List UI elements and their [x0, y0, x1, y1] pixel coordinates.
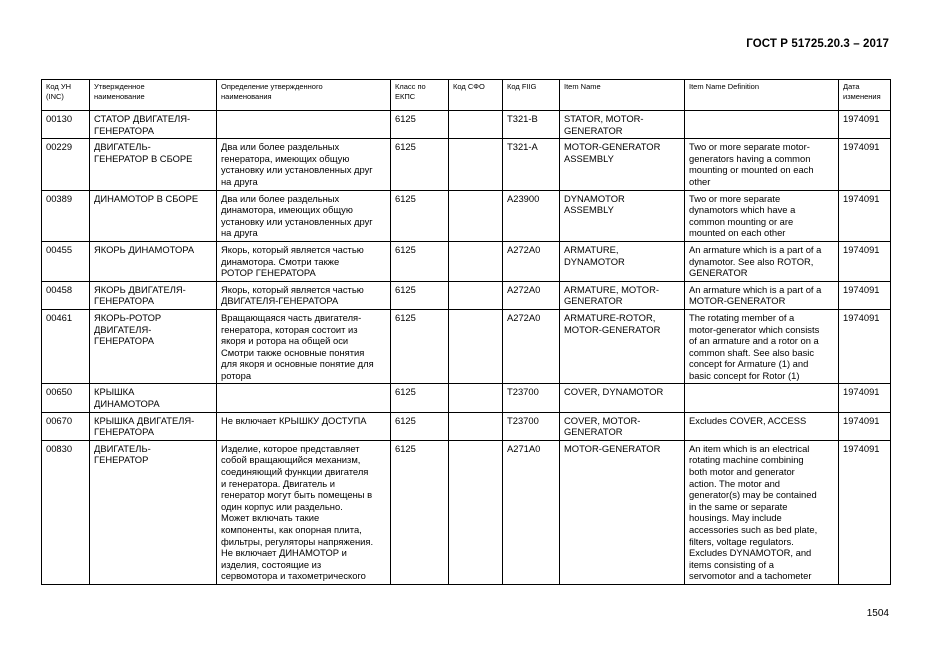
cell-item-name: ARMATURE, MOTOR- GENERATOR	[560, 281, 685, 309]
cell-fiig-code: A272A0	[503, 309, 560, 384]
cell-ekps-class: 6125	[391, 412, 449, 440]
cell-sfo-code	[449, 241, 503, 281]
cell-item-name: MOTOR-GENERATOR ASSEMBLY	[560, 139, 685, 190]
cell-fiig-code: A272A0	[503, 241, 560, 281]
cell-approved-name-definition: Два или более раздельных генератора, имеющих общую установку или установленных друг на друга	[217, 139, 391, 190]
cell-approved-name: ЯКОРЬ ДИНАМОТОРА	[90, 241, 217, 281]
table-row	[42, 440, 891, 584]
cell-item-name: STATOR, MOTOR- GENERATOR	[560, 111, 685, 139]
column-header-fiig-code: Код FIIG	[503, 80, 560, 111]
table-header-row	[42, 80, 891, 111]
column-header-inc-code: Код УН (INC)	[42, 80, 90, 111]
cell-ekps-class: 6125	[391, 190, 449, 241]
item-names-table	[41, 79, 891, 585]
cell-sfo-code	[449, 309, 503, 384]
cell-change-date: 1974091	[839, 241, 891, 281]
cell-item-name: ARMATURE, DYNAMOTOR	[560, 241, 685, 281]
cell-approved-name-definition	[217, 384, 391, 412]
cell-item-name-definition: Two or more separate dynamotors which have a common mounting or are mounted on each other	[685, 190, 839, 241]
cell-change-date: 1974091	[839, 190, 891, 241]
cell-ekps-class: 6125	[391, 309, 449, 384]
cell-inc-code: 00130	[42, 111, 90, 139]
cell-item-name: DYNAMOTOR ASSEMBLY	[560, 190, 685, 241]
cell-approved-name-definition: Изделие, которое представляет собой вращающийся механизм, соединяющий функции двигателя и генератора. Двигатель и генератор могут быть помещены в один корпус или раздельно. Может включать такие компоненты, как опорная плита, фильтры, регуляторы напряжения. Не включает ДИНАМОТОР и изделия, состоящие из сервомотора и тахометрического	[217, 440, 391, 584]
cell-fiig-code: A272A0	[503, 281, 560, 309]
cell-sfo-code	[449, 281, 503, 309]
table-row	[42, 190, 891, 241]
cell-approved-name: КРЫШКА ДИНАМОТОРА	[90, 384, 217, 412]
cell-approved-name: СТАТОР ДВИГАТЕЛЯ- ГЕНЕРАТОРА	[90, 111, 217, 139]
cell-fiig-code: A271A0	[503, 440, 560, 584]
cell-item-name-definition: Two or more separate motor- generators having a common mounting or mounted on each other	[685, 139, 839, 190]
cell-inc-code: 00455	[42, 241, 90, 281]
cell-approved-name: КРЫШКА ДВИГАТЕЛЯ- ГЕНЕРАТОРА	[90, 412, 217, 440]
cell-ekps-class: 6125	[391, 281, 449, 309]
cell-change-date: 1974091	[839, 309, 891, 384]
column-header-item-name-definition: Item Name Definition	[685, 80, 839, 111]
cell-item-name: MOTOR-GENERATOR	[560, 440, 685, 584]
cell-ekps-class: 6125	[391, 440, 449, 584]
column-header-approved-name: Утвержденное наименование	[90, 80, 217, 111]
cell-fiig-code: T321-A	[503, 139, 560, 190]
column-header-item-name: Item Name	[560, 80, 685, 111]
document-id: ГОСТ Р 51725.20.3 – 2017	[746, 38, 889, 50]
table-row	[42, 309, 891, 384]
cell-approved-name: ЯКОРЬ-РОТОР ДВИГАТЕЛЯ- ГЕНЕРАТОРА	[90, 309, 217, 384]
column-header-sfo-code: Код СФО	[449, 80, 503, 111]
cell-sfo-code	[449, 139, 503, 190]
column-header-ekps-class: Класс по ЕКПС	[391, 80, 449, 111]
cell-item-name: COVER, DYNAMOTOR	[560, 384, 685, 412]
cell-item-name-definition	[685, 384, 839, 412]
table-row	[42, 111, 891, 139]
cell-fiig-code: T321-B	[503, 111, 560, 139]
cell-approved-name: ДИНАМОТОР В СБОРЕ	[90, 190, 217, 241]
column-header-change-date: Дата изменения	[839, 80, 891, 111]
cell-item-name-definition: Excludes COVER, ACCESS	[685, 412, 839, 440]
table-row	[42, 281, 891, 309]
cell-sfo-code	[449, 412, 503, 440]
cell-item-name-definition: An item which is an electrical rotating machine combining both motor and generator action. The motor and generator(s) may be contained in the same or separate housings. May include accessories such as bed plate, filters, voltage regulators. Excludes DYNAMOTOR, and items consisting of a servomotor and a tachometer	[685, 440, 839, 584]
cell-approved-name-definition: Два или более раздельных динамотора, имеющих общую установку или установленных друг на друга	[217, 190, 391, 241]
cell-item-name: ARMATURE-ROTOR, MOTOR-GENERATOR	[560, 309, 685, 384]
cell-ekps-class: 6125	[391, 139, 449, 190]
cell-change-date: 1974091	[839, 440, 891, 584]
cell-approved-name: ЯКОРЬ ДВИГАТЕЛЯ- ГЕНЕРАТОРА	[90, 281, 217, 309]
cell-item-name: COVER, MOTOR- GENERATOR	[560, 412, 685, 440]
cell-inc-code: 00458	[42, 281, 90, 309]
cell-ekps-class: 6125	[391, 111, 449, 139]
cell-inc-code: 00389	[42, 190, 90, 241]
cell-approved-name-definition	[217, 111, 391, 139]
cell-ekps-class: 6125	[391, 241, 449, 281]
cell-item-name-definition	[685, 111, 839, 139]
cell-sfo-code	[449, 190, 503, 241]
cell-change-date: 1974091	[839, 281, 891, 309]
table-row	[42, 412, 891, 440]
cell-inc-code: 00670	[42, 412, 90, 440]
cell-ekps-class: 6125	[391, 384, 449, 412]
cell-inc-code: 00229	[42, 139, 90, 190]
cell-fiig-code: T23700	[503, 384, 560, 412]
table-row	[42, 139, 891, 190]
cell-sfo-code	[449, 111, 503, 139]
cell-approved-name: ДВИГАТЕЛЬ- ГЕНЕРАТОР В СБОРЕ	[90, 139, 217, 190]
table-row	[42, 241, 891, 281]
cell-sfo-code	[449, 384, 503, 412]
column-header-approved-name-definition: Определение утвержденного наименования	[217, 80, 391, 111]
cell-item-name-definition: An armature which is a part of a MOTOR-GENERATOR	[685, 281, 839, 309]
cell-change-date: 1974091	[839, 111, 891, 139]
cell-item-name-definition: The rotating member of a motor-generator which consists of an armature and a rotor on a common shaft. See also basic concept for Armature (1) and basic concept for Rotor (1)	[685, 309, 839, 384]
cell-approved-name-definition: Якорь, который является частью динамотора. Смотри также РОТОР ГЕНЕРАТОРА	[217, 241, 391, 281]
cell-inc-code: 00461	[42, 309, 90, 384]
cell-change-date: 1974091	[839, 384, 891, 412]
cell-item-name-definition: An armature which is a part of a dynamotor. See also ROTOR, GENERATOR	[685, 241, 839, 281]
cell-fiig-code: T23700	[503, 412, 560, 440]
cell-approved-name-definition: Вращающаяся часть двигателя- генератора, которая состоит из якоря и ротора на общей оси Смотри также основные понятия для якоря и основные понятие для ротора	[217, 309, 391, 384]
cell-inc-code: 00830	[42, 440, 90, 584]
table-row	[42, 384, 891, 412]
cell-approved-name-definition: Не включает КРЫШКУ ДОСТУПА	[217, 412, 391, 440]
cell-change-date: 1974091	[839, 139, 891, 190]
cell-change-date: 1974091	[839, 412, 891, 440]
page-number: 1504	[866, 608, 889, 619]
cell-fiig-code: A23900	[503, 190, 560, 241]
cell-approved-name: ДВИГАТЕЛЬ- ГЕНЕРАТОР	[90, 440, 217, 584]
cell-sfo-code	[449, 440, 503, 584]
cell-approved-name-definition: Якорь, который является частью ДВИГАТЕЛЯ-ГЕНЕРАТОРА	[217, 281, 391, 309]
cell-inc-code: 00650	[42, 384, 90, 412]
